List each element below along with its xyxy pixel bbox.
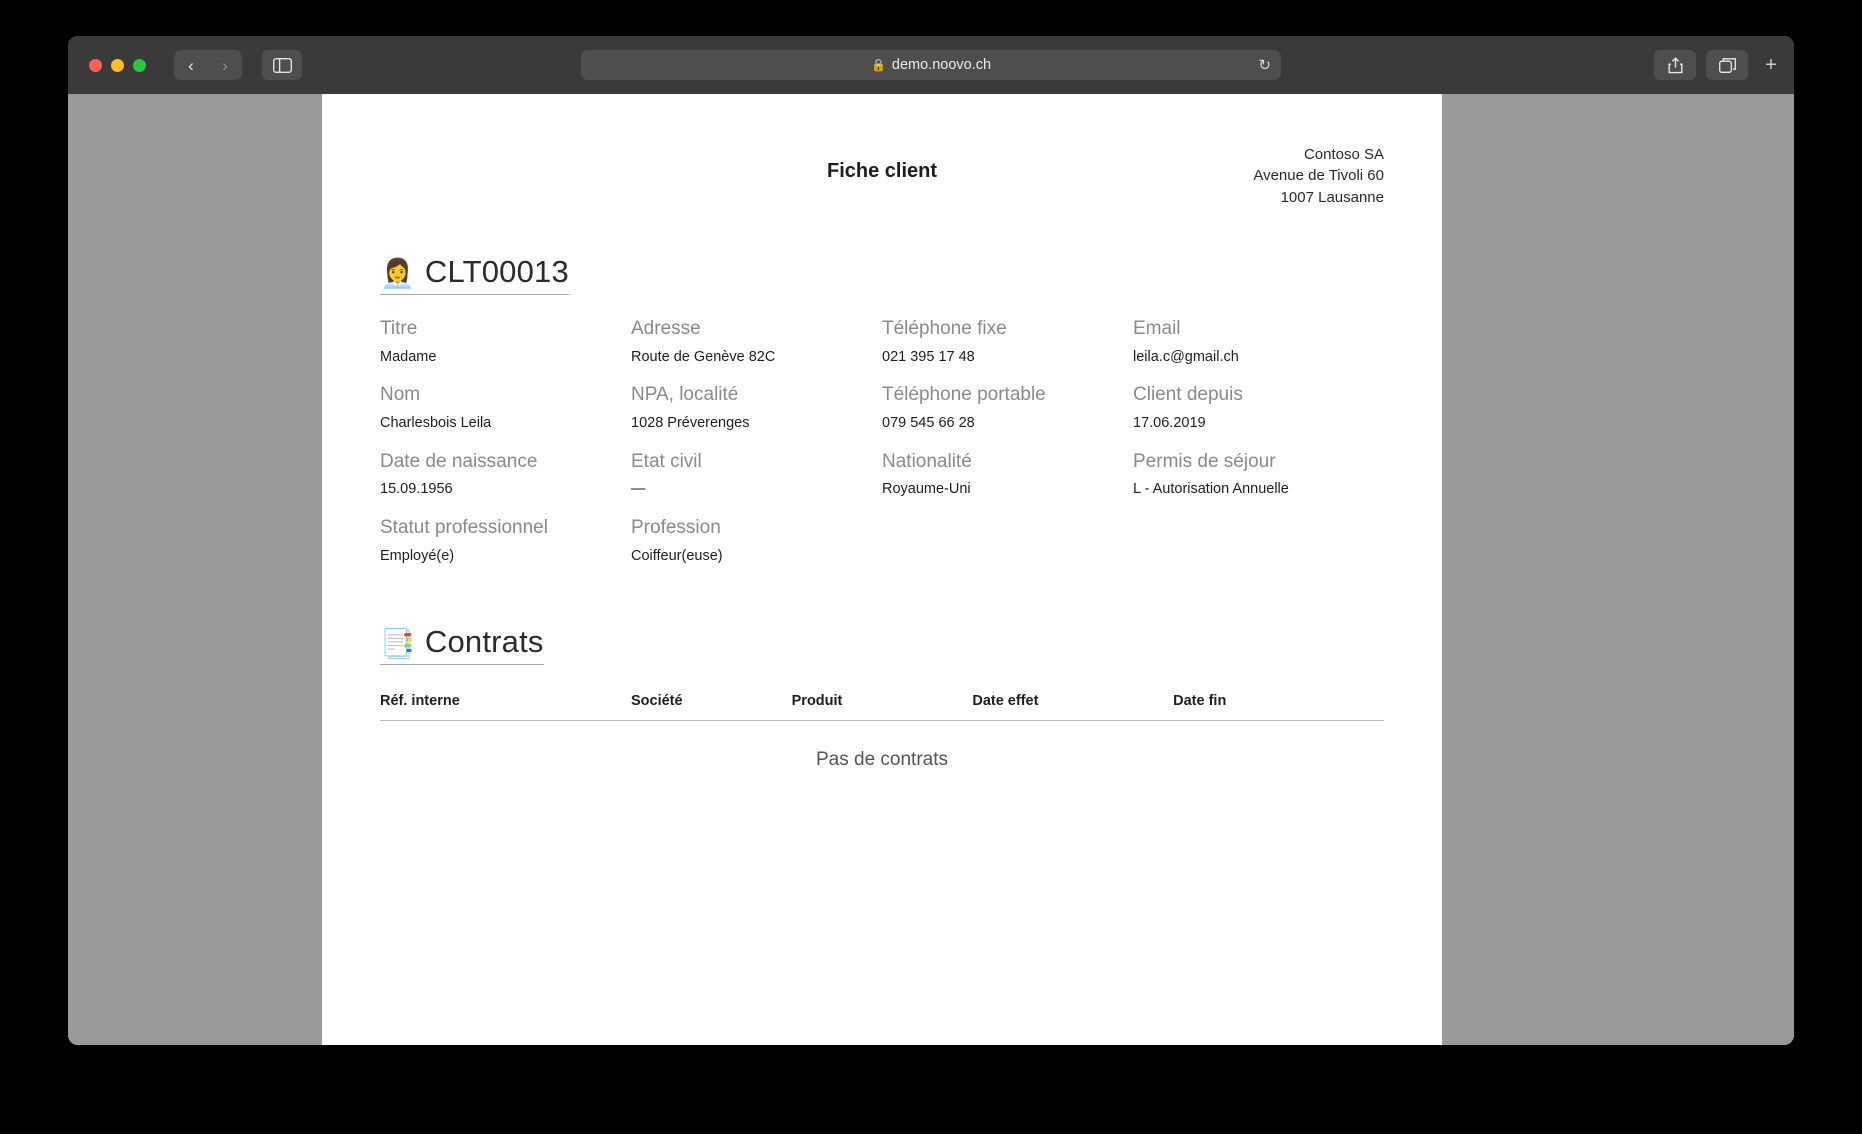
- field-row: [380, 385, 1384, 451]
- contracts-empty-message: Pas de contrats: [815, 749, 949, 771]
- contracts-table: [380, 693, 1384, 772]
- navigation-buttons: [174, 50, 302, 80]
- browser-window: [68, 36, 1794, 1045]
- address-bar[interactable]: [581, 50, 1281, 80]
- field-npa-localite: [631, 385, 882, 451]
- field-row: [380, 452, 1384, 518]
- field-value: 021 395 17 48: [882, 348, 975, 365]
- field-titre: [380, 319, 631, 385]
- table-empty-row: [380, 721, 1384, 773]
- show-tabs-button[interactable]: [1706, 50, 1748, 80]
- client-id-title: CLT00013: [424, 254, 569, 289]
- company-address: [1253, 144, 1384, 208]
- contracts-section-header: [380, 624, 544, 665]
- maximize-window-button[interactable]: [133, 59, 146, 72]
- field-value: 1028 Préverenges: [631, 415, 750, 432]
- field-value: L - Autorisation Annuelle: [1133, 481, 1289, 498]
- sidebar-toggle-button[interactable]: [262, 50, 302, 80]
- field-label: Client depuis: [1133, 384, 1243, 406]
- document-header: [380, 136, 1384, 214]
- back-forward-group: [174, 50, 242, 80]
- field-adresse: [631, 319, 882, 385]
- table-header-row: [380, 693, 1384, 721]
- field-row: [380, 518, 1384, 584]
- field-label: Téléphone fixe: [882, 318, 1007, 339]
- field-value: Charlesbois Leila: [380, 415, 492, 432]
- field-nationalite: [882, 452, 1133, 518]
- url-text: demo.noovo.ch: [891, 57, 992, 73]
- field-value: Coiffeur(euse): [631, 547, 723, 564]
- field-value: —: [631, 481, 646, 498]
- column-header-societe: Société: [631, 693, 792, 721]
- field-nom: [380, 385, 631, 451]
- field-label: Adresse: [631, 318, 701, 339]
- reload-icon[interactable]: ↻: [1258, 57, 1271, 74]
- field-label: Nom: [380, 384, 421, 406]
- column-header-produit: Produit: [792, 693, 973, 721]
- field-label: Permis de séjour: [1133, 450, 1276, 472]
- contracts-document-icon: 📑: [380, 628, 415, 660]
- field-row: [380, 319, 1384, 385]
- toolbar-right-group: [1654, 50, 1780, 80]
- field-etat-civil: [631, 452, 882, 518]
- share-button[interactable]: [1654, 50, 1696, 80]
- sidebar-icon: [273, 58, 292, 73]
- company-city: 1007 Lausanne: [1280, 188, 1384, 206]
- column-header-date-fin: Date fin: [1173, 693, 1384, 721]
- forward-button[interactable]: ›: [208, 50, 242, 80]
- field-value: Madame: [380, 348, 437, 365]
- field-profession: [631, 518, 882, 584]
- browser-toolbar: [68, 36, 1794, 94]
- field-permis-de-sejour: [1133, 452, 1384, 518]
- field-value: 17.06.2019: [1133, 415, 1206, 432]
- field-label: NPA, localité: [631, 384, 739, 406]
- new-tab-button[interactable]: +: [1765, 53, 1777, 76]
- field-statut-professionnel: [380, 518, 631, 584]
- company-name: Contoso SA: [1303, 146, 1384, 163]
- window-controls[interactable]: [89, 59, 146, 72]
- back-button[interactable]: ‹: [174, 50, 208, 80]
- field-label: Profession: [631, 516, 721, 538]
- field-telephone-portable: [882, 385, 1133, 451]
- field-empty-2: [1133, 518, 1384, 584]
- contracts-table-head: [380, 693, 1384, 721]
- field-value: 15.09.1956: [380, 481, 453, 498]
- field-label: Email: [1133, 318, 1181, 339]
- minimize-window-button[interactable]: [111, 59, 124, 72]
- page-viewport: [68, 94, 1794, 1045]
- field-label: Titre: [380, 318, 418, 339]
- field-label: Date de naissance: [380, 450, 538, 472]
- field-client-depuis: [1133, 385, 1384, 451]
- field-date-de-naissance: [380, 452, 631, 518]
- client-avatar-icon: 👩‍💼: [380, 258, 415, 289]
- tabs-overview-icon: [1719, 58, 1736, 73]
- lock-icon: 🔒: [870, 58, 886, 72]
- page-title: Fiche client: [826, 160, 938, 182]
- field-label: Nationalité: [882, 450, 972, 472]
- document-sheet: [322, 94, 1442, 1045]
- field-label: Statut professionnel: [380, 516, 548, 538]
- field-value: Employé(e): [380, 547, 455, 564]
- contracts-table-body: [380, 721, 1384, 773]
- field-value: Royaume-Uni: [882, 481, 971, 498]
- address-bar-container: [68, 50, 1794, 80]
- field-telephone-fixe: [882, 319, 1133, 385]
- field-label: Téléphone portable: [882, 384, 1046, 406]
- column-header-ref-interne: Réf. interne: [380, 693, 631, 721]
- client-fields: [380, 319, 1384, 584]
- field-email: [1133, 319, 1384, 385]
- field-empty-1: [882, 518, 1133, 584]
- field-value: leila.c@gmail.ch: [1133, 348, 1239, 365]
- contracts-title: Contrats: [424, 624, 544, 660]
- close-window-button[interactable]: [89, 59, 102, 72]
- company-street: Avenue de Tivoli 60: [1253, 167, 1384, 185]
- share-icon: [1668, 57, 1683, 74]
- field-value: 079 545 66 28: [882, 415, 975, 432]
- column-header-date-effet: Date effet: [972, 693, 1173, 721]
- field-value: Route de Genève 82C: [631, 348, 776, 365]
- client-section-header: [380, 254, 569, 295]
- field-label: Etat civil: [631, 450, 702, 472]
